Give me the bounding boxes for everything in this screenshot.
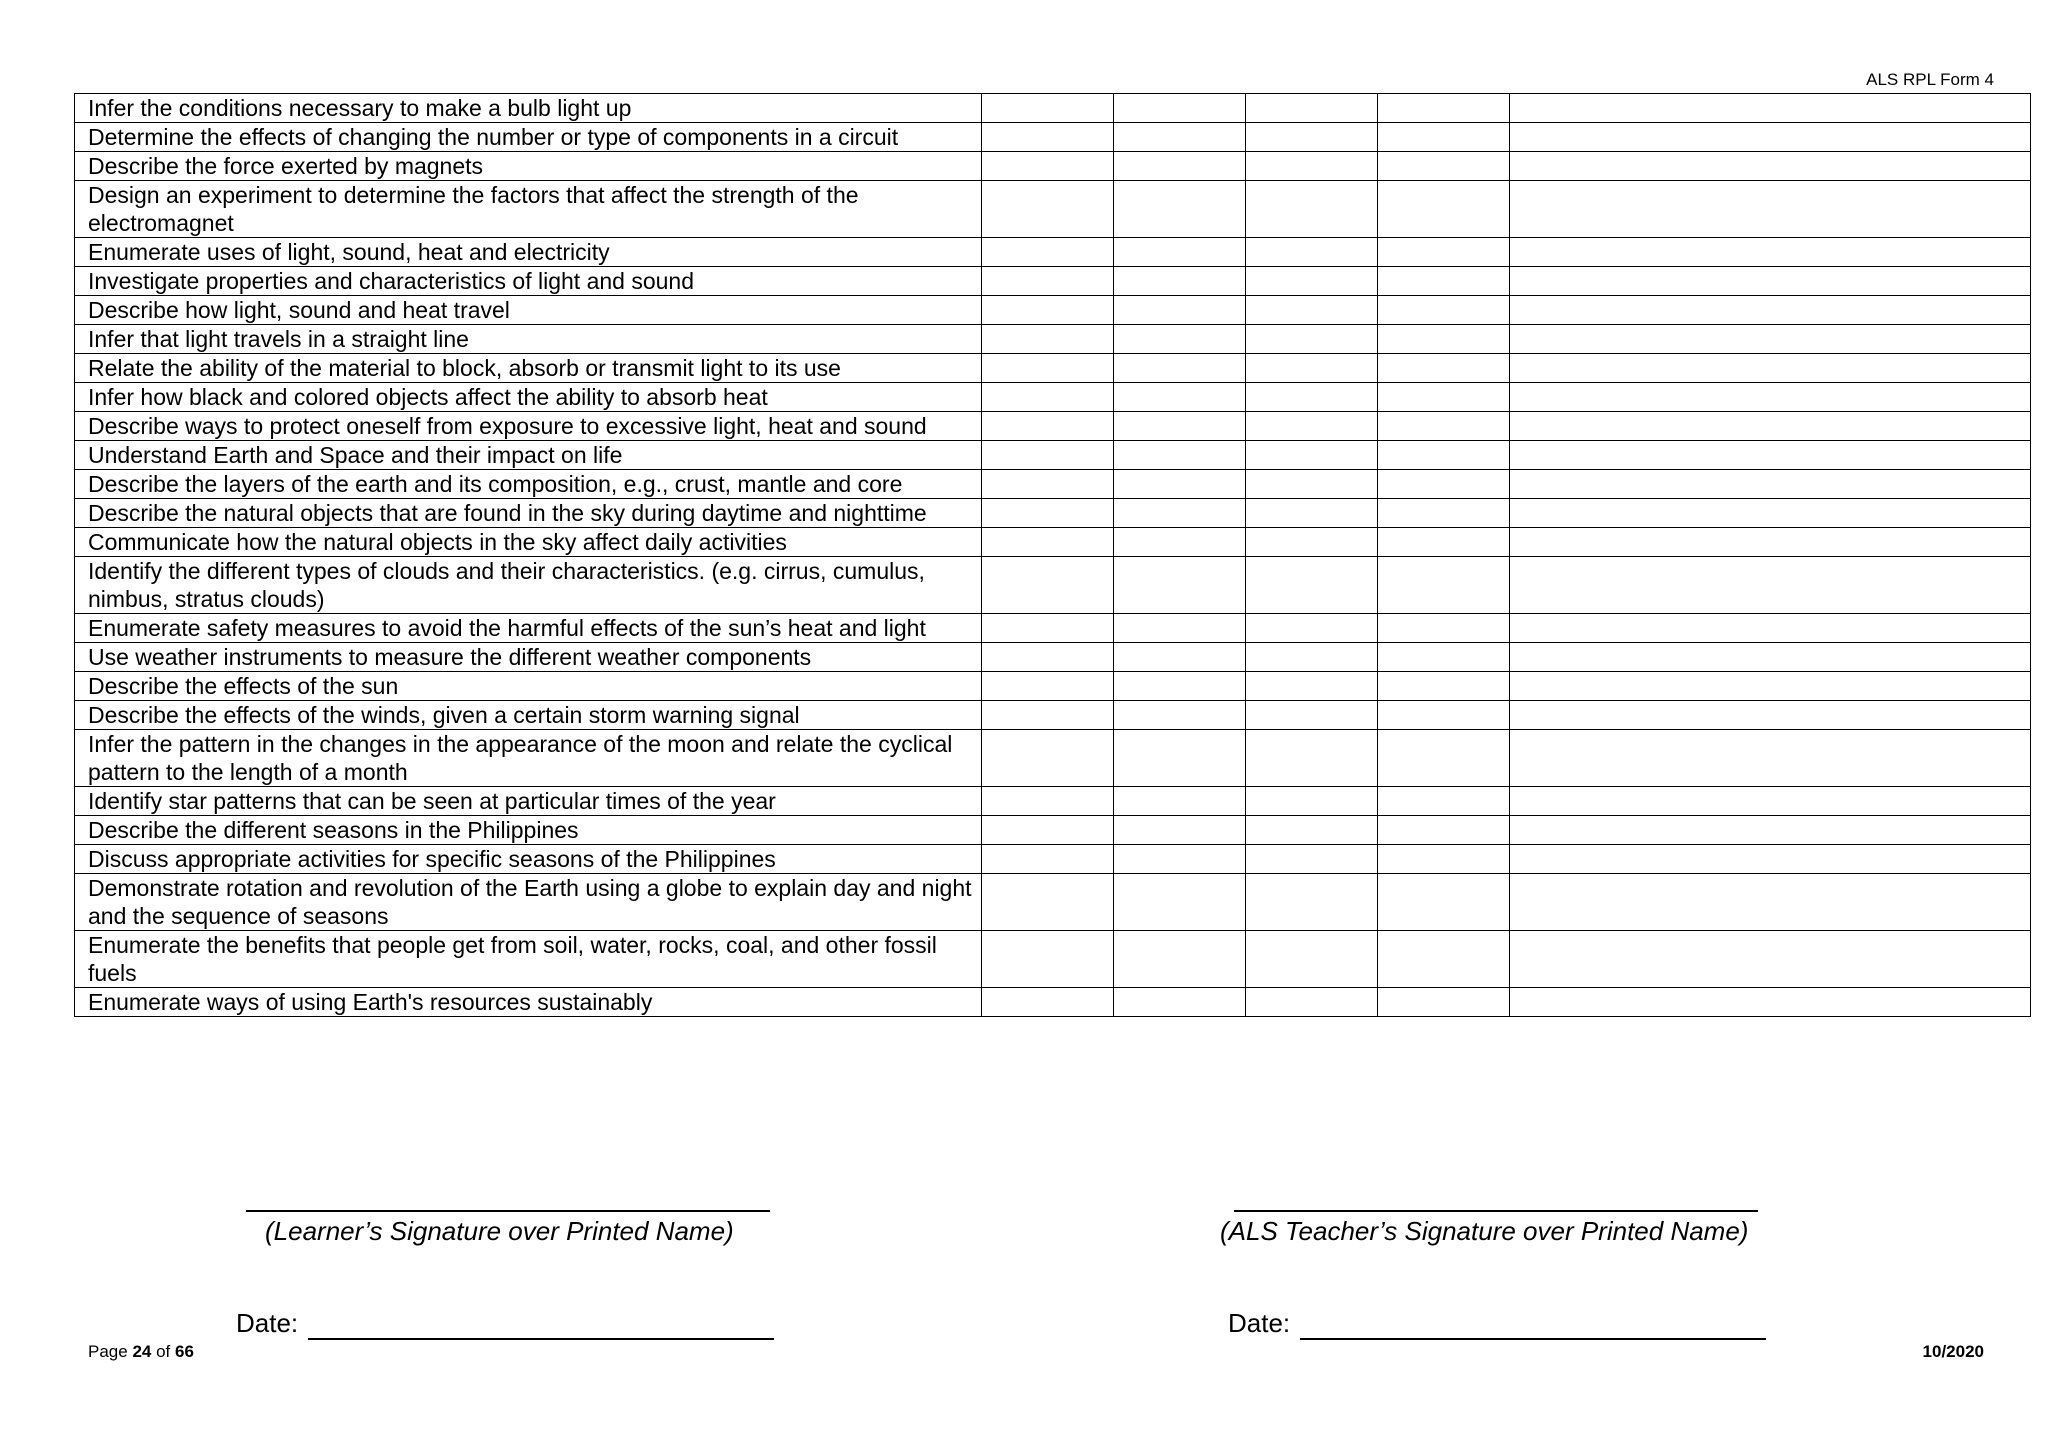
rating-cell[interactable] [982,672,1114,701]
rating-cell[interactable] [982,441,1114,470]
table-row [75,412,2031,441]
rating-cell[interactable] [1510,181,2031,238]
table-row [75,730,2031,787]
rating-cell[interactable] [1510,874,2031,931]
rating-cell[interactable] [982,528,1114,557]
rating-cell[interactable] [1246,354,1378,383]
rating-cell[interactable] [1246,412,1378,441]
rating-cell[interactable] [1246,94,1378,123]
rating-cell[interactable] [1510,325,2031,354]
table-row [75,874,2031,931]
rating-cell[interactable] [1510,267,2031,296]
rating-cell[interactable] [1114,123,1246,152]
rating-cell[interactable] [1510,528,2031,557]
rating-cell[interactable] [1510,672,2031,701]
competency-cell: Design an experiment to determine the factors that affect the strength of the electromagnet [75,181,982,238]
rating-cell[interactable] [1246,730,1378,787]
rating-cell[interactable] [982,412,1114,441]
table-row [75,354,2031,383]
rating-cell[interactable] [982,499,1114,528]
page-number [88,1342,194,1362]
rating-cell[interactable] [1378,643,1510,672]
rating-cell[interactable] [1246,383,1378,412]
table-row [75,470,2031,499]
rating-cell[interactable] [1114,94,1246,123]
rating-cell[interactable] [982,614,1114,643]
rating-cell[interactable] [982,931,1114,988]
rating-cell[interactable] [1114,988,1246,1017]
rating-cell[interactable] [1246,874,1378,931]
learner-date-label: Date: [236,1308,299,1338]
rating-cell[interactable] [1378,441,1510,470]
rating-cell[interactable] [1114,614,1246,643]
competency-cell: Communicate how the natural objects in the sky affect daily activities [75,528,982,557]
rating-cell[interactable] [1246,701,1378,730]
rating-cell[interactable] [1510,988,2031,1017]
rating-cell[interactable] [982,296,1114,325]
rating-cell[interactable] [1114,816,1246,845]
page-current: 24 [132,1342,152,1361]
rating-cell[interactable] [1510,845,2031,874]
rating-cell[interactable] [1246,123,1378,152]
rating-cell[interactable] [982,354,1114,383]
table-row [75,325,2031,354]
rating-cell[interactable] [1378,383,1510,412]
rating-cell[interactable] [1378,787,1510,816]
table-row [75,238,2031,267]
rating-cell[interactable] [1378,931,1510,988]
rating-cell[interactable] [1510,787,2031,816]
rating-cell[interactable] [1378,267,1510,296]
competency-cell: Describe how light, sound and heat travel [75,296,982,325]
rating-cell[interactable] [1114,470,1246,499]
rating-cell[interactable] [1378,94,1510,123]
revision-date: 10/2020 [1922,1342,1984,1361]
competency-table [74,93,2031,1017]
form-label: ALS RPL Form 4 [1866,70,1994,89]
rating-cell[interactable] [1510,499,2031,528]
rating-cell[interactable] [1246,499,1378,528]
rating-cell[interactable] [1246,672,1378,701]
table-row [75,528,2031,557]
rating-cell[interactable] [1114,152,1246,181]
rating-cell[interactable] [982,470,1114,499]
rating-cell[interactable] [1246,787,1378,816]
rating-cell[interactable] [982,383,1114,412]
rating-cell[interactable] [982,701,1114,730]
rating-cell[interactable] [1378,988,1510,1017]
competency-cell: Identify star patterns that can be seen at particular times of the year [75,787,982,816]
competency-cell: Enumerate the benefits that people get from soil, water, rocks, coal, and other fossil fuels [75,931,982,988]
rating-cell[interactable] [1510,441,2031,470]
rating-cell[interactable] [1378,672,1510,701]
rating-cell[interactable] [1246,845,1378,874]
competency-cell: Describe the natural objects that are found in the sky during daytime and nighttime [75,499,982,528]
competency-cell: Enumerate uses of light, sound, heat and electricity [75,238,982,267]
competency-cell: Enumerate safety measures to avoid the harmful effects of the sun’s heat and light [75,614,982,643]
table-row [75,441,2031,470]
rating-cell[interactable] [982,152,1114,181]
competency-cell: Describe ways to protect oneself from exposure to excessive light, heat and sound [75,412,982,441]
rating-cell[interactable] [1246,296,1378,325]
rating-cell[interactable] [1246,441,1378,470]
rating-cell[interactable] [1114,354,1246,383]
rating-cell[interactable] [982,874,1114,931]
rating-cell[interactable] [982,557,1114,614]
rating-cell[interactable] [1378,470,1510,499]
competency-cell: Infer how black and colored objects affect the ability to absorb heat [75,383,982,412]
teacher-signature-line [1234,1210,1758,1212]
teacher-date-line [1300,1338,1766,1340]
rating-cell[interactable] [1114,874,1246,931]
rating-cell[interactable] [1510,557,2031,614]
table-row [75,845,2031,874]
table-row [75,672,2031,701]
competency-cell: Infer the pattern in the changes in the appearance of the moon and relate the cyclical pattern to the length of a month [75,730,982,787]
rating-cell[interactable] [1246,152,1378,181]
rating-cell[interactable] [1114,325,1246,354]
teacher-signature-caption: (ALS Teacher’s Signature over Printed Name) [1220,1216,1749,1246]
competency-cell: Use weather instruments to measure the different weather components [75,643,982,672]
rating-cell[interactable] [1378,874,1510,931]
rating-cell[interactable] [1510,238,2031,267]
page-of: of [156,1342,171,1361]
learner-signature-line [246,1210,770,1212]
rating-cell[interactable] [1510,643,2031,672]
table-row [75,94,2031,123]
rating-cell[interactable] [1510,701,2031,730]
page-prefix: Page [88,1342,128,1361]
learner-signature-caption: (Learner’s Signature over Printed Name) [265,1216,734,1246]
competency-cell: Understand Earth and Space and their impact on life [75,441,982,470]
rating-cell[interactable] [1510,614,2031,643]
rating-cell[interactable] [1510,296,2031,325]
rating-cell[interactable] [1246,931,1378,988]
rating-cell[interactable] [1510,152,2031,181]
rating-cell[interactable] [1246,988,1378,1017]
rating-cell[interactable] [1114,267,1246,296]
rating-cell[interactable] [1114,441,1246,470]
rating-cell[interactable] [1246,528,1378,557]
rating-cell[interactable] [1114,643,1246,672]
competency-cell: Infer the conditions necessary to make a bulb light up [75,94,982,123]
rating-cell[interactable] [1378,816,1510,845]
rating-cell[interactable] [1378,325,1510,354]
competency-cell: Describe the force exerted by magnets [75,152,982,181]
rating-cell[interactable] [982,730,1114,787]
rating-cell[interactable] [1510,383,2031,412]
rating-cell[interactable] [982,123,1114,152]
table-row [75,557,2031,614]
rating-cell[interactable] [1114,787,1246,816]
rating-cell[interactable] [1246,325,1378,354]
rating-cell[interactable] [1114,730,1246,787]
rating-cell[interactable] [1510,123,2031,152]
rating-cell[interactable] [1246,557,1378,614]
rating-cell[interactable] [1114,383,1246,412]
rating-cell[interactable] [1378,557,1510,614]
table-row [75,123,2031,152]
rating-cell[interactable] [1510,816,2031,845]
rating-cell[interactable] [1378,730,1510,787]
table-body [75,94,2031,1017]
rating-cell[interactable] [1378,845,1510,874]
rating-cell[interactable] [1378,123,1510,152]
table-row [75,787,2031,816]
rating-cell[interactable] [1246,181,1378,238]
rating-cell[interactable] [1510,354,2031,383]
table-row [75,181,2031,238]
table-row [75,931,2031,988]
competency-cell: Describe the different seasons in the Philippines [75,816,982,845]
competency-cell: Infer that light travels in a straight line [75,325,982,354]
rating-cell[interactable] [1246,816,1378,845]
competency-cell: Relate the ability of the material to block, absorb or transmit light to its use [75,354,982,383]
competency-cell: Describe the layers of the earth and its composition, e.g., crust, mantle and core [75,470,982,499]
competency-cell: Enumerate ways of using Earth's resources sustainably [75,988,982,1017]
rating-cell[interactable] [1378,181,1510,238]
rating-cell[interactable] [1378,152,1510,181]
rating-cell[interactable] [982,787,1114,816]
rating-cell[interactable] [1510,931,2031,988]
rating-cell[interactable] [1378,412,1510,441]
rating-cell[interactable] [982,845,1114,874]
competency-cell: Discuss appropriate activities for specific seasons of the Philippines [75,845,982,874]
table-row [75,614,2031,643]
rating-cell[interactable] [1378,528,1510,557]
rating-cell[interactable] [1114,557,1246,614]
rating-cell[interactable] [1378,499,1510,528]
rating-cell[interactable] [982,267,1114,296]
rating-cell[interactable] [1510,94,2031,123]
rating-cell[interactable] [1114,238,1246,267]
rating-cell[interactable] [982,988,1114,1017]
rating-cell[interactable] [1510,412,2031,441]
table-row [75,383,2031,412]
rating-cell[interactable] [1378,354,1510,383]
rating-cell[interactable] [982,643,1114,672]
table-row [75,701,2031,730]
table-row [75,499,2031,528]
rating-cell[interactable] [1114,701,1246,730]
rating-cell[interactable] [1378,238,1510,267]
rating-cell[interactable] [1114,528,1246,557]
table-row [75,296,2031,325]
rating-cell[interactable] [1246,238,1378,267]
competency-cell: Demonstrate rotation and revolution of the Earth using a globe to explain day and night and the sequence of seasons [75,874,982,931]
rating-cell[interactable] [982,181,1114,238]
rating-cell[interactable] [1378,614,1510,643]
rating-cell[interactable] [982,238,1114,267]
table-row [75,643,2031,672]
teacher-date-label: Date: [1228,1308,1291,1338]
page-total: 66 [175,1342,194,1361]
rating-cell[interactable] [1114,845,1246,874]
rating-cell[interactable] [982,94,1114,123]
table-row [75,816,2031,845]
competency-cell: Describe the effects of the sun [75,672,982,701]
rating-cell[interactable] [1114,181,1246,238]
rating-cell[interactable] [1114,672,1246,701]
learner-date-line [308,1338,774,1340]
competency-cell: Investigate properties and characteristics of light and sound [75,267,982,296]
rating-cell[interactable] [1114,412,1246,441]
rating-cell[interactable] [1246,614,1378,643]
rating-cell[interactable] [1378,296,1510,325]
rating-cell[interactable] [1246,470,1378,499]
rating-cell[interactable] [1246,267,1378,296]
rating-cell[interactable] [1510,730,2031,787]
table-row [75,988,2031,1017]
rating-cell[interactable] [1246,643,1378,672]
table-row [75,267,2031,296]
rating-cell[interactable] [1114,296,1246,325]
competency-cell: Determine the effects of changing the number or type of components in a circuit [75,123,982,152]
rating-cell[interactable] [1114,499,1246,528]
competency-cell: Identify the different types of clouds and their characteristics. (e.g. cirrus, cumulus, nimbus, stratus clouds) [75,557,982,614]
rating-cell[interactable] [982,325,1114,354]
rating-cell[interactable] [1114,931,1246,988]
table-row [75,152,2031,181]
rating-cell[interactable] [1510,470,2031,499]
competency-cell: Describe the effects of the winds, given a certain storm warning signal [75,701,982,730]
rating-cell[interactable] [982,816,1114,845]
rating-cell[interactable] [1378,701,1510,730]
